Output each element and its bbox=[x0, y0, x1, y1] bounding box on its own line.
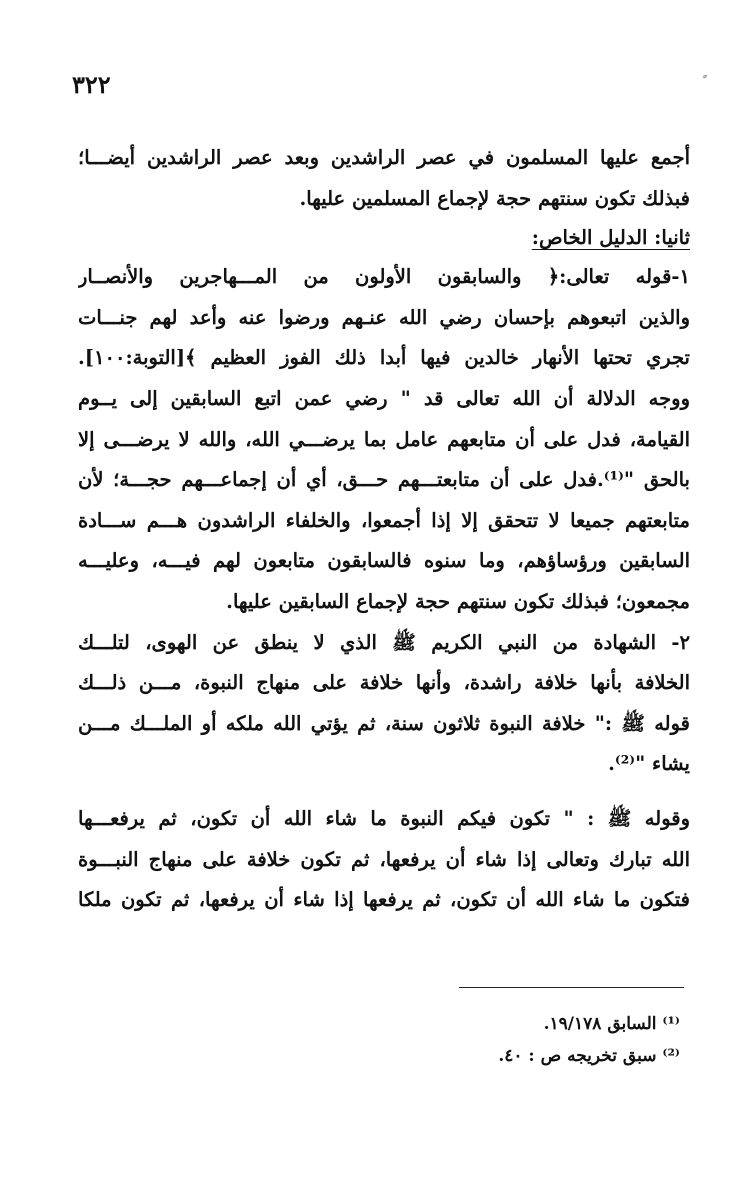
text-line: ١-قوله تعالى:﴿ والسابقون الأولون من المـــهاجرين والأنصــار bbox=[78, 265, 690, 289]
footnotes bbox=[300, 1008, 680, 1072]
body-text bbox=[78, 138, 690, 921]
text-line: فتكون ما شاء الله أن تكون، ثم يرفعها إذا شاء أن يرفعها، ثم تكون ملكا bbox=[78, 888, 690, 912]
text-line: الخلافة بأنها خلافة راشدة، وأنها خلافة على منهاج النبوة، مـــن ذلـــك bbox=[78, 671, 690, 695]
text-line: تجري تحتها الأنهار خالدين فيها أبدا ذلك الفوز العظيم ﴾[التوبة:١٠٠]. bbox=[78, 346, 690, 370]
footnote-2: ⁽²⁾ سبق تخريجه ص : ٤٠. bbox=[498, 1046, 680, 1066]
text-line: يشاء "⁽²⁾. bbox=[608, 752, 690, 776]
text-line: مجمعون؛ فبذلك تكون سنتهم حجة لإجماع السابقين عليها. bbox=[226, 589, 690, 613]
text-line: والذين اتبعوهم بإحسان رضي الله عنـهم ورضوا عنه وأعد لهم جنـــات bbox=[78, 305, 690, 329]
text-line: السابقين ورؤساؤهم، وما سنوه فالسابقون متابعون لهم فيـــه، وعليـــه bbox=[78, 549, 690, 573]
text-line: أجمع عليها المسلمون في عصر الراشدين وبعد عصر الراشدين أيضـــا؛ bbox=[78, 146, 690, 169]
section-heading: ثانيا: الدليل الخاص: bbox=[531, 226, 690, 250]
paragraph-gap bbox=[78, 785, 690, 799]
text-line: الله تبارك وتعالى إذا شاء أن يرفعها، ثم تكون خلافة على منهاج النبـــوة bbox=[78, 847, 690, 871]
text-line: وقوله ﷺ : " تكون فيكم النبوة ما شاء الله أن تكون، ثم يرفعـــها bbox=[78, 806, 690, 830]
text-line: بالحق "⁽¹⁾.فدل على أن متابعتـــهم حـــق، أي أن إجماعـــهم حجـــة؛ لأن bbox=[78, 468, 690, 492]
text-line: ووجه الدلالة أن الله تعالى قد " رضي عمن اتبع السابقين إلى يــوم bbox=[78, 386, 690, 410]
text-line: القيامة، فدل على أن متابعهم عامل بما يرضـــي الله، والله لا يرضـــى إلا bbox=[78, 427, 690, 451]
text-line: فبذلك تكون سنتهم حجة لإجماع المسلمين عليها. bbox=[299, 186, 690, 210]
text-line: ٢- الشهادة من النبي الكريم ﷺ الذي لا ينطق عن الهوى، لتلـــك bbox=[78, 630, 690, 654]
page-number: ٣٢٢ bbox=[72, 70, 111, 99]
footnote-divider bbox=[459, 987, 684, 988]
text-line: قوله ﷺ :" خلافة النبوة ثلاثون سنة، ثم يؤتي الله ملكه أو الملـــك مـــن bbox=[78, 711, 690, 735]
footnote-1: ⁽¹⁾ السابق ١٩/١٧٨. bbox=[543, 1014, 680, 1034]
text-line: متابعتهم جميعا لا تتحقق إلا إذا أجمعوا، والخلفاء الراشدون هـــم ســـادة bbox=[78, 508, 690, 532]
